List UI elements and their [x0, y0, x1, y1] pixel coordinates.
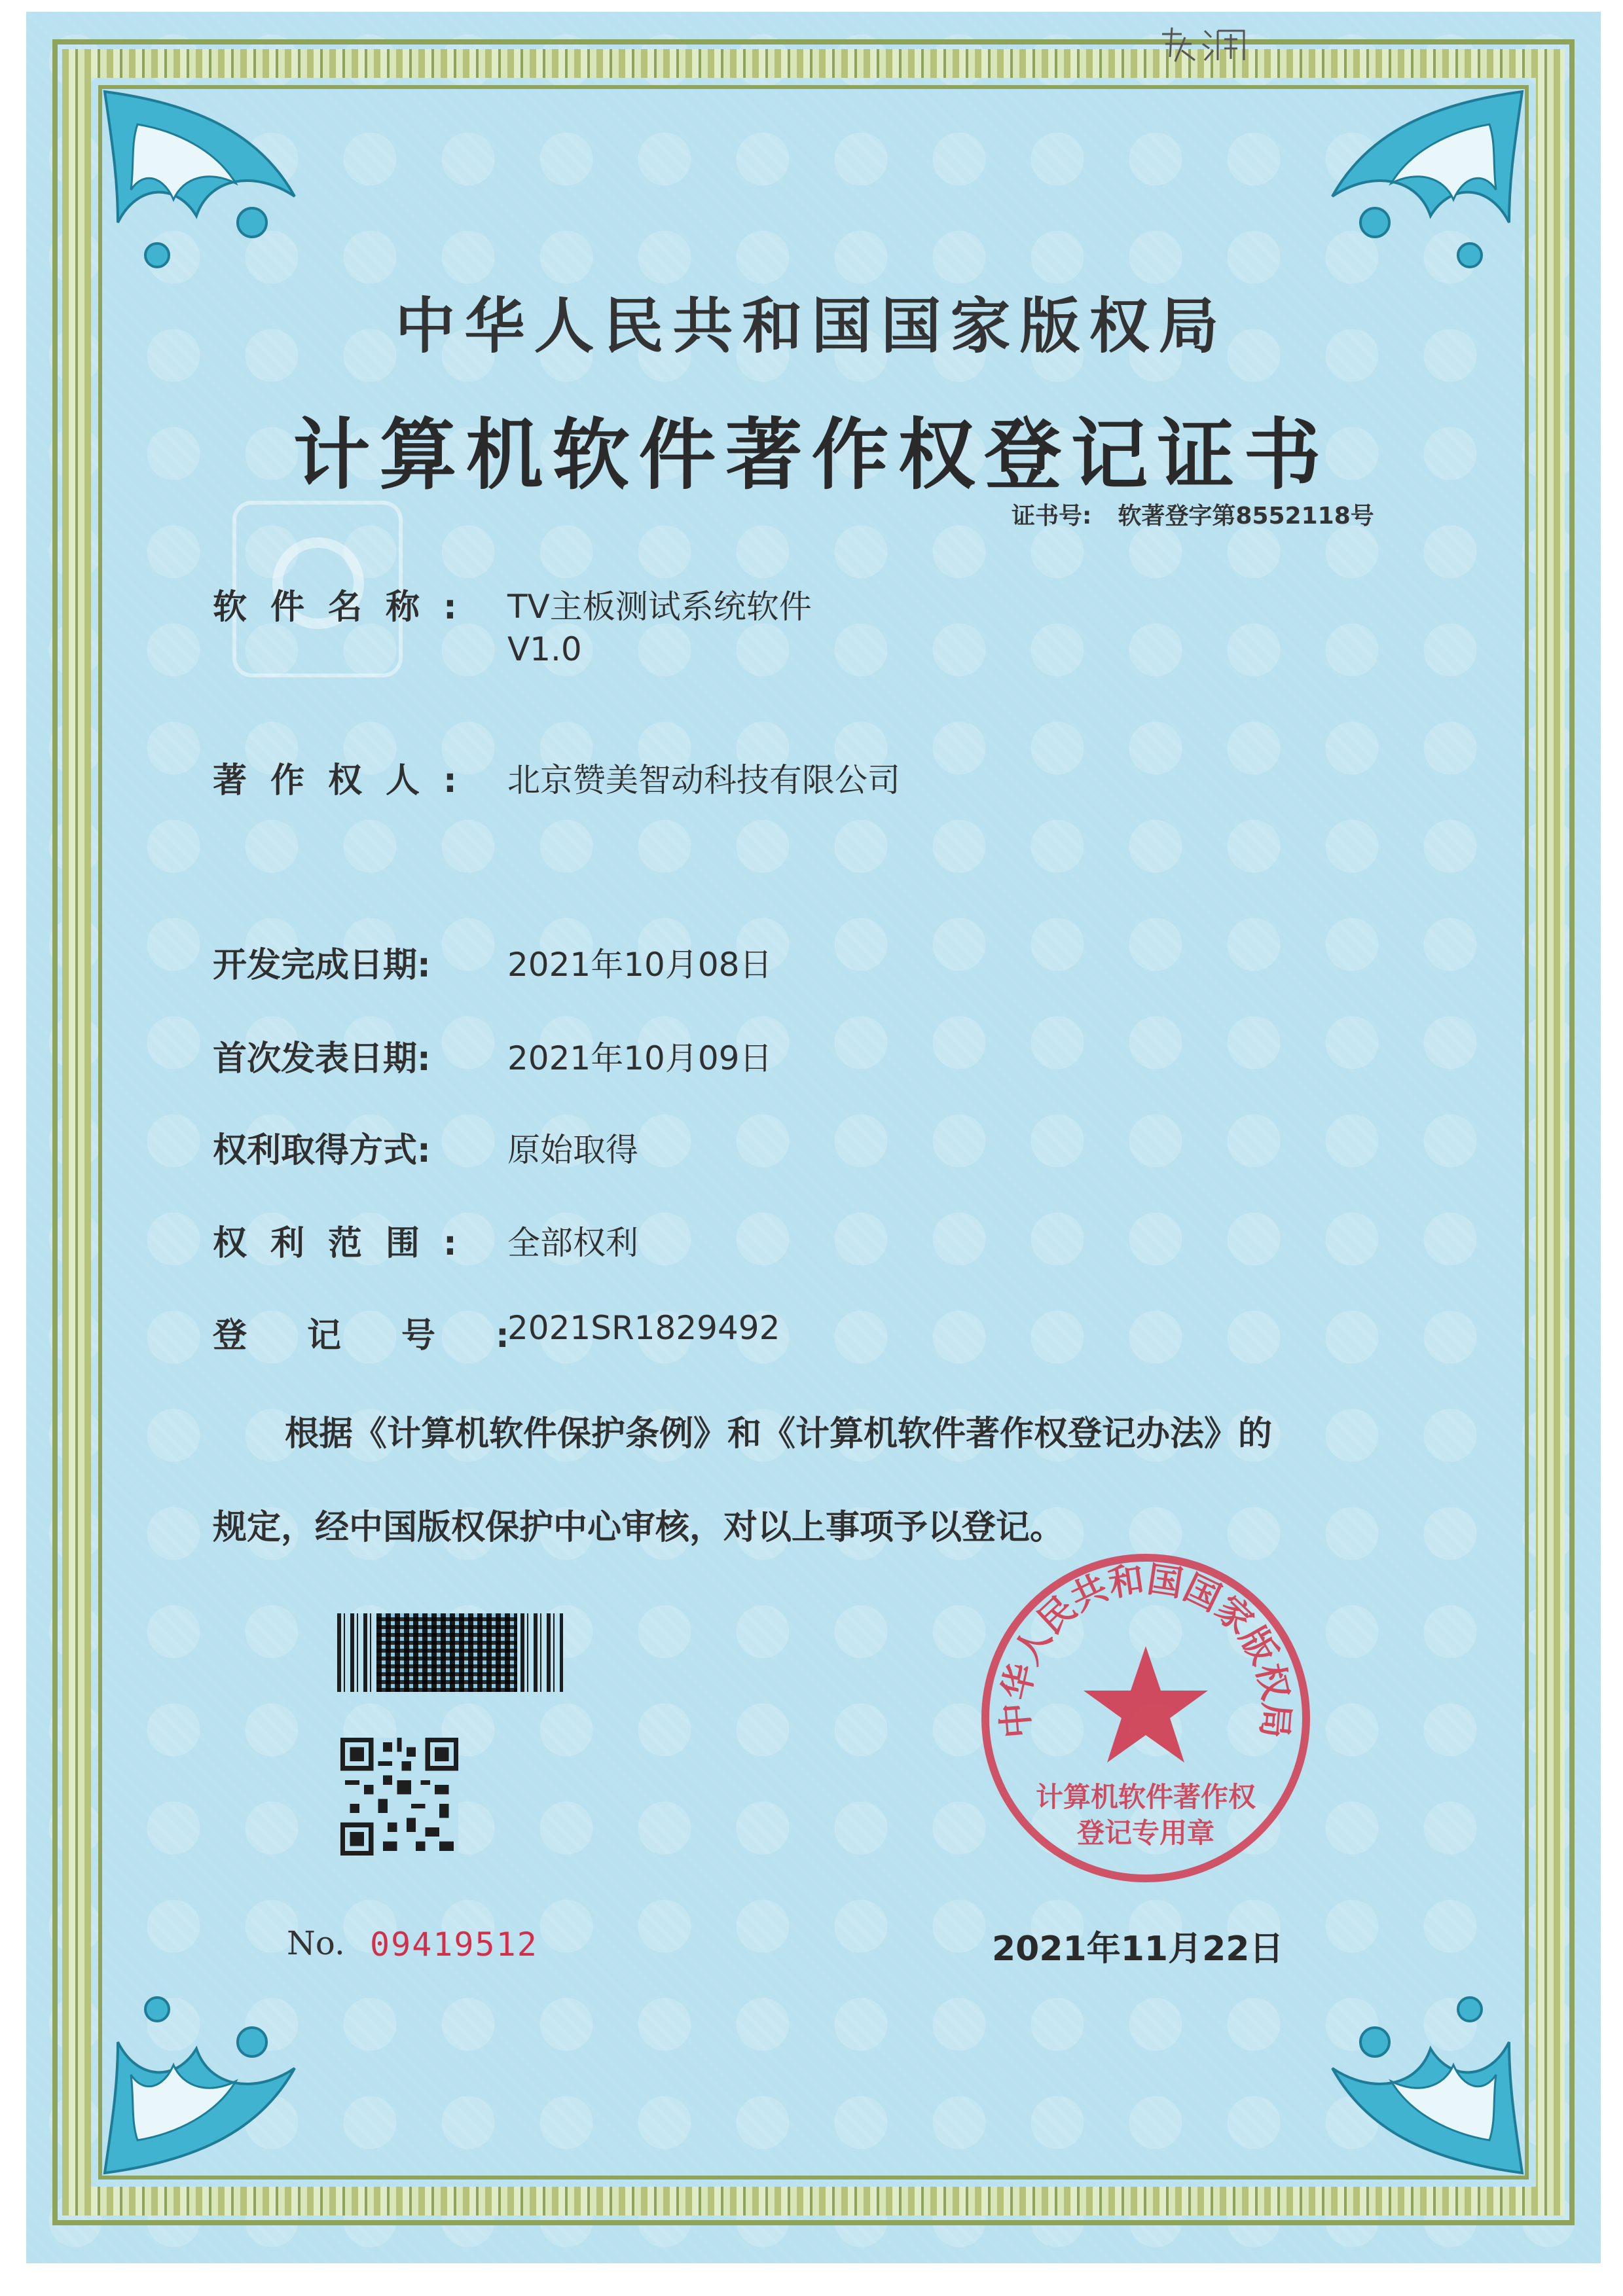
issuing-agency: 中华人民共和国国家版权局	[395, 291, 1228, 361]
qr-code	[340, 1738, 458, 1856]
certificate-title: 计算机软件著作权登记证书	[293, 409, 1330, 500]
corner-ornament-bottom-right	[1293, 1944, 1529, 2179]
seal-inner-line-1: 计算机软件著作权	[1035, 1781, 1256, 1813]
copyright-owner-value: 北京赞美智动科技有限公司	[507, 761, 900, 799]
statement-line-2: 规定，经中国版权保护中心审核，对以上事项予以登记。	[213, 1508, 1065, 1547]
handwritten-note	[1156, 21, 1254, 67]
barcode-2d-block	[376, 1613, 517, 1692]
seal-star-icon	[1084, 1646, 1208, 1763]
first-publish-date-value: 2021年10月09日	[507, 1039, 773, 1077]
official-red-seal	[969, 1541, 1322, 1895]
rights-scope-value: 全部权利	[507, 1224, 638, 1262]
software-version-value: V1.0	[507, 630, 582, 668]
barcode	[337, 1613, 563, 1692]
dev-complete-date-label: 开发完成日期:	[213, 946, 431, 985]
software-name-value: TV主板测试系统软件	[507, 588, 812, 626]
serial-number-label: No.	[287, 1924, 345, 1962]
first-publish-date-label: 首次发表日期:	[213, 1039, 431, 1079]
dev-complete-date-value: 2021年10月08日	[507, 946, 773, 984]
rights-scope-label: 权利范围:	[213, 1224, 481, 1263]
certificate-number	[1012, 497, 1374, 531]
certificate-number-label: 证书号:	[1012, 503, 1092, 529]
seal-outer-text-path: 中华人民共和国国家版权局	[994, 1558, 1298, 1740]
issue-date: 2021年11月22日	[992, 1929, 1284, 1969]
registration-number-label: 登记号:	[213, 1316, 570, 1355]
certificate-number-value: 软著登字第8552118号	[1118, 503, 1374, 529]
software-name-label: 软件名称:	[213, 588, 481, 627]
copyright-owner-label: 著作权人:	[213, 761, 481, 800]
corner-ornament-bottom-left	[98, 1944, 334, 2179]
registration-number-value: 2021SR1829492	[507, 1309, 780, 1347]
acquire-mode-label: 权利取得方式:	[213, 1131, 431, 1170]
statement-line-1: 根据《计算机软件保护条例》和《计算机软件著作权登记办法》的	[285, 1414, 1273, 1454]
serial-number-value: 09419512	[370, 1926, 538, 1964]
acquire-mode-value: 原始取得	[507, 1131, 638, 1169]
seal-inner-line-2: 登记专用章	[1076, 1817, 1215, 1849]
